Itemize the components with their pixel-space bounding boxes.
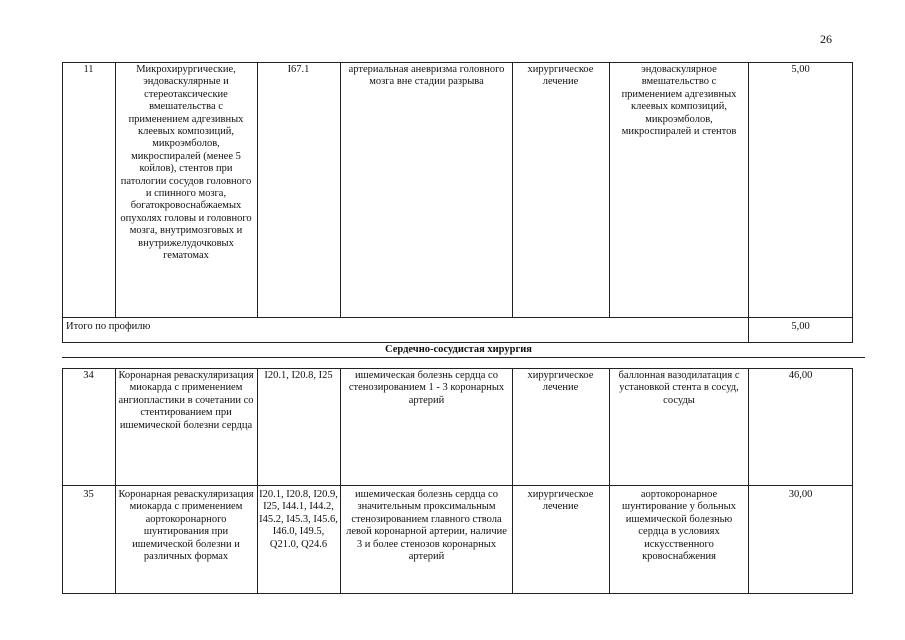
total-label: Итого по профилю: [66, 321, 151, 332]
cost-value: 30,00: [788, 489, 813, 500]
patient-model: ишемическая болезнь сердца со значительным проксимальным стенозированием главного ствола левой коронарной артерии, наличие 3 и более стенозов коронарных артерий: [346, 489, 507, 563]
treatment-method: баллонная вазодилатация с установкой стента в сосуд, сосуды: [618, 370, 740, 406]
icd-codes: I20.1, I20.8, I25: [264, 370, 333, 381]
value-column-divider: [748, 62, 749, 343]
cost-value: 5,00: [791, 64, 810, 75]
treatment-type: хирургическое лечение: [527, 64, 594, 88]
treatment-method: эндоваскулярное вмешательство с применением адгезивных клеевых композиций, микроэмболов, микроспиралей и стентов: [621, 64, 737, 138]
group-name: Коронарная реваскуляризация миокарда с применением аортокоронарного шунтирования при ишемической болезни и различных формах: [118, 489, 254, 563]
total-value: 5,00: [791, 321, 810, 332]
treatment-type: хирургическое лечение: [527, 489, 594, 513]
group-name: Микрохирургические, эндоваскулярные и стереотаксические вмешательства с применением адгезивных клеевых композиций, микроэмболов, микроспиралей (менее 5 койлов), стентов при патологии сосудов головного и спинного мозга, богатокровоснабжаемых опухолях головы и головного мозга, внутримозговых и внутрижелудочковых гематомах: [120, 64, 252, 262]
row-number: 35: [83, 489, 94, 500]
group-name: Коронарная реваскуляризация миокарда с применением ангиопластики в сочетании со стентированием при ишемической болезни сердца: [118, 370, 254, 431]
cost-value: 46,00: [788, 370, 813, 381]
page-number: 26: [820, 32, 832, 46]
icd-codes: I20.1, I20.8, I20.9, I25, I44.1, I44.2, I45.2, I45.3, I45.6, I46.0, I49.5, Q21.0, Q24.6: [259, 489, 338, 550]
treatment-method: аортокоронарное шунтирование у больных ишемической болезнью сердца в условиях искусственного кровоснабжения: [622, 489, 736, 563]
treatment-type: хирургическое лечение: [527, 370, 594, 394]
patient-model: ишемическая болезнь сердца со стенозированием 1 - 3 коронарных артерий: [348, 370, 505, 406]
section-title: Сердечно-сосудистая хирургия: [385, 344, 532, 355]
row-number: 11: [83, 64, 94, 75]
patient-model: артериальная аневризма головного мозга вне стадии разрыва: [348, 64, 505, 88]
icd-codes: I67.1: [287, 64, 310, 75]
row-number: 34: [83, 370, 94, 381]
